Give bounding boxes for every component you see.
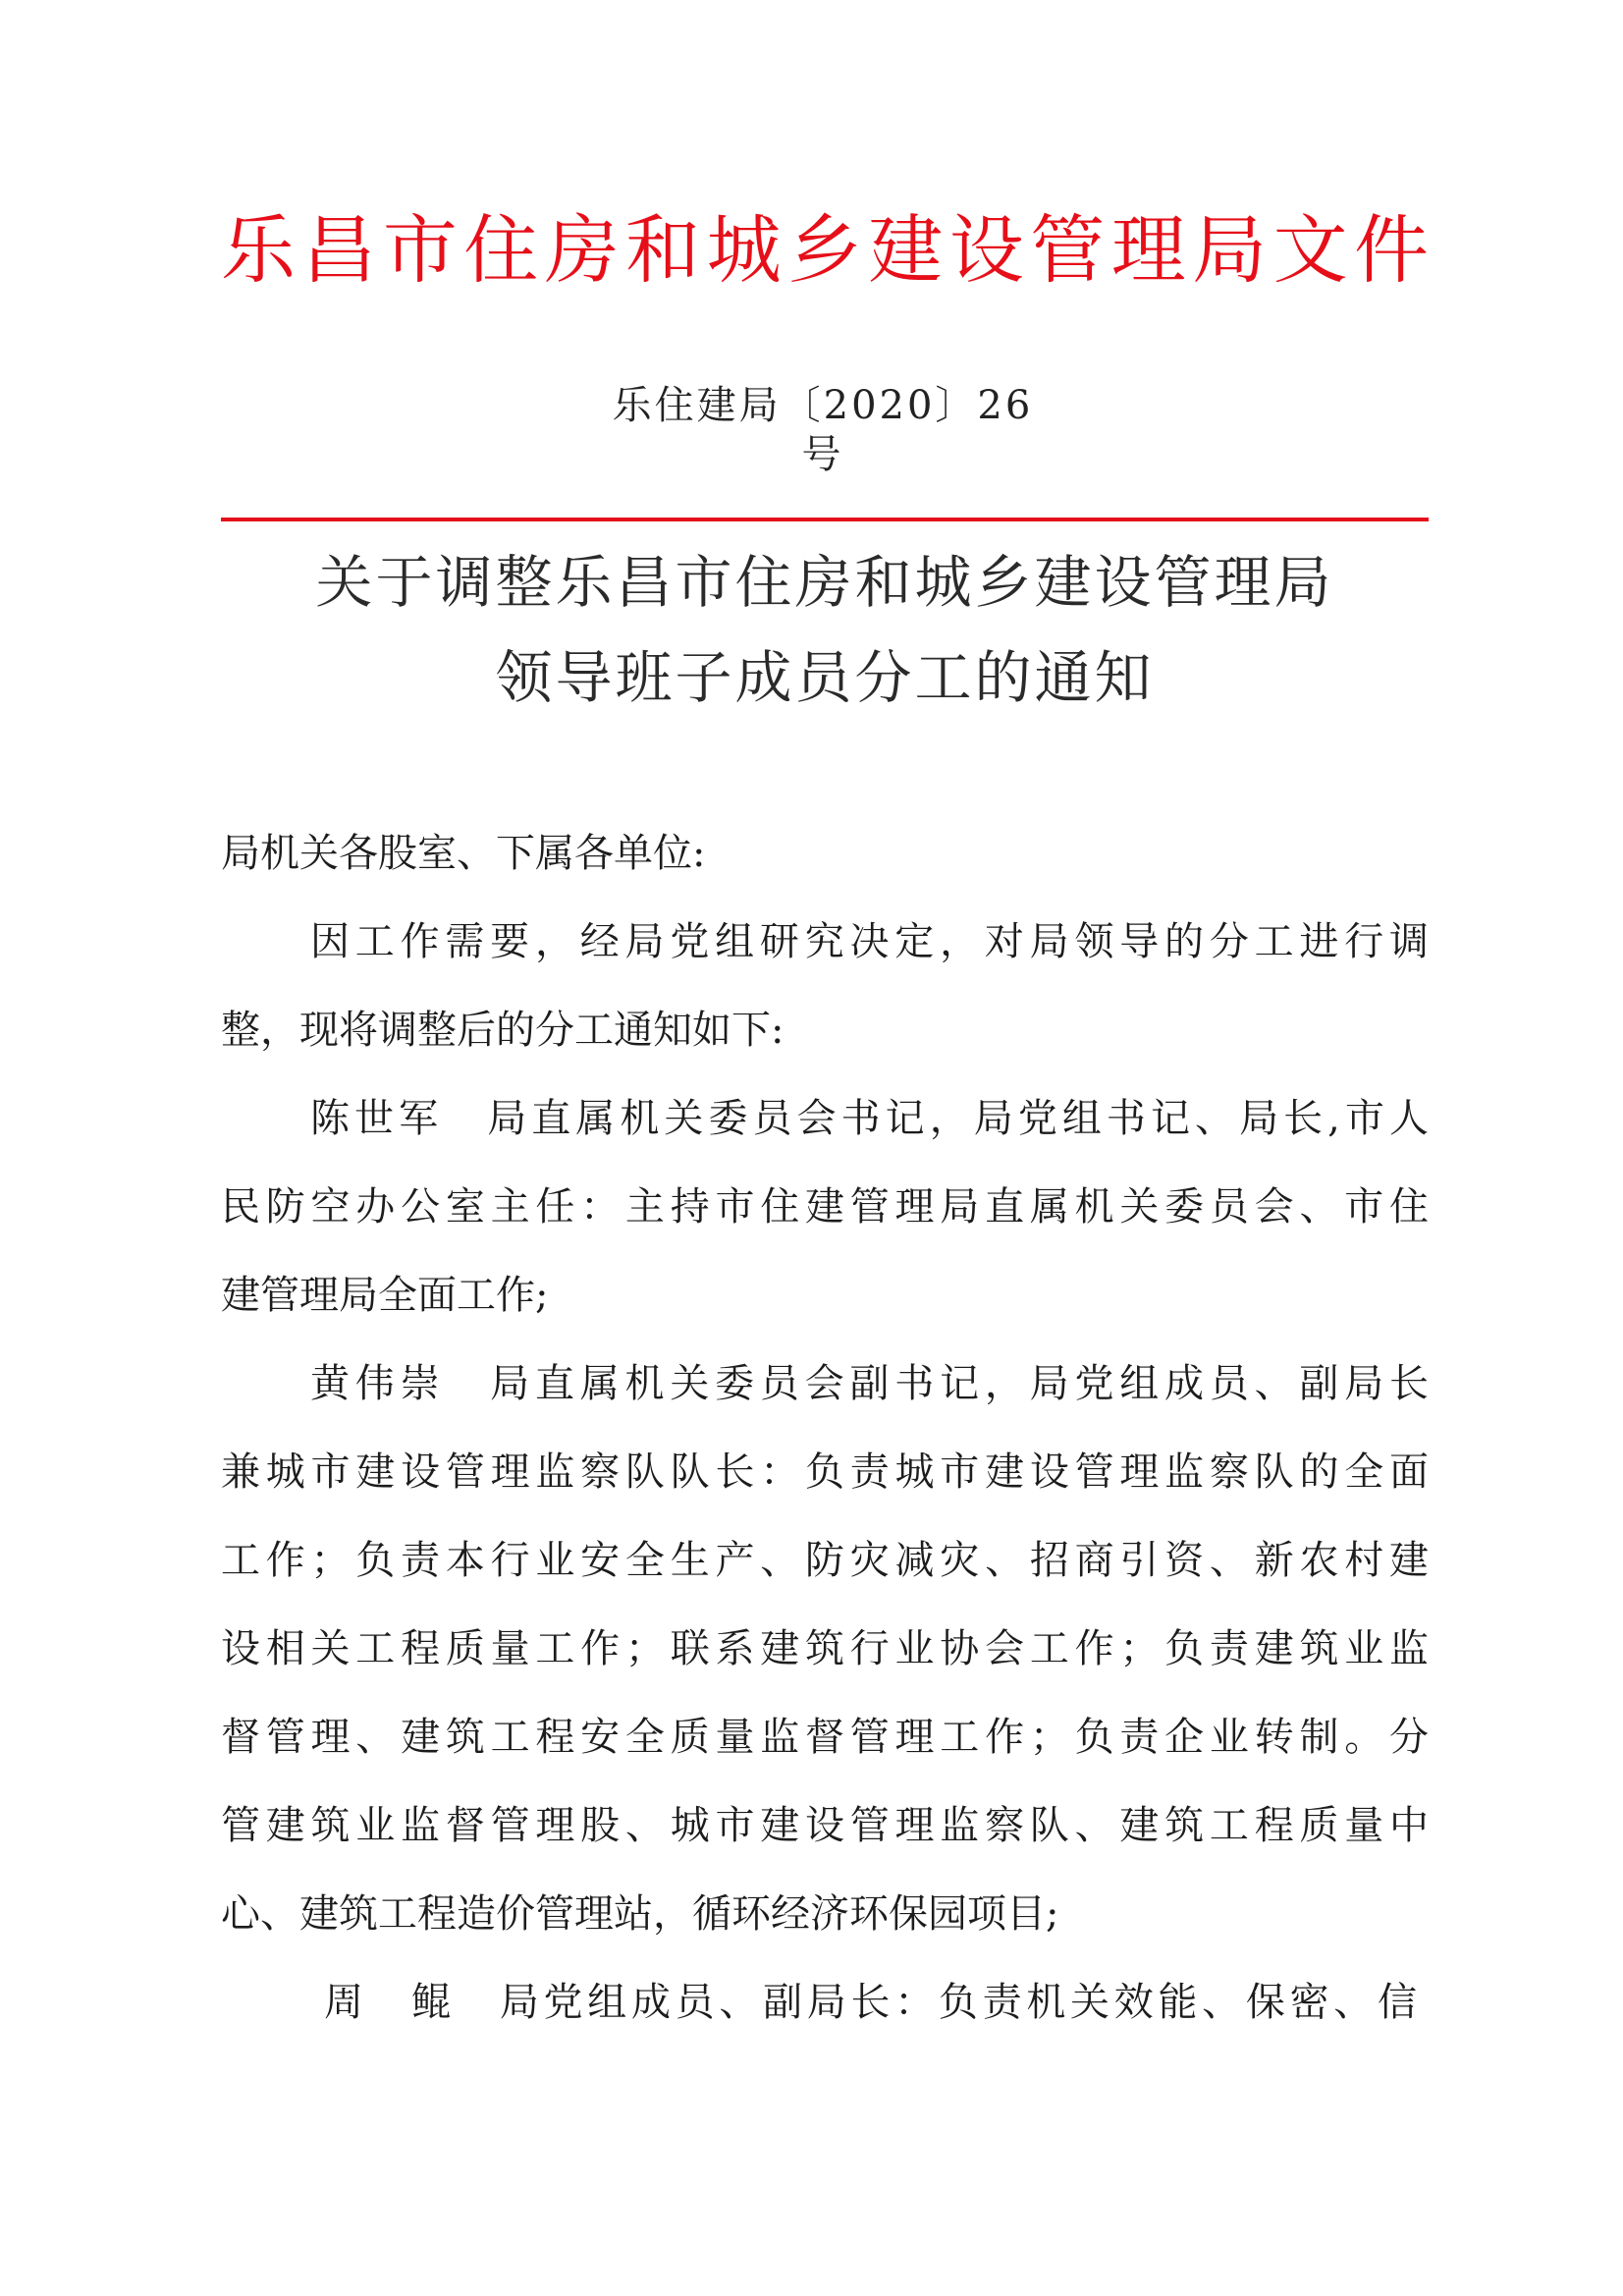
salutation: 局机关各股室、下属各单位: [221, 831, 706, 876]
notice-title [221, 535, 1429, 726]
paragraph-chen-shijun [221, 1074, 1429, 1339]
body-line: 民防空办公室主任：主持市住建管理局直属机关委员会、市住 [221, 1184, 1429, 1230]
notice-title-line: 领导班子成员分工的通知 [495, 644, 1155, 711]
red-divider [221, 518, 1429, 521]
paragraph-zhou-kun [221, 1958, 1429, 2047]
body-line: 督管理、建筑工程安全质量监督管理工作；负责企业转制。分 [221, 1715, 1429, 1760]
body-line: 建管理局全面工作; [221, 1273, 549, 1318]
body-line: 整，现将调整后的分工通知如下: [221, 1008, 784, 1053]
body-line: 陈世军 局直属机关委员会书记，局党组书记、局长,市人 [310, 1096, 1429, 1141]
body-line: 因工作需要，经局党组研究决定，对局领导的分工进行调 [310, 919, 1429, 964]
body-line: 黄伟崇 局直属机关委员会副书记，局党组成员、副局长 [310, 1361, 1429, 1406]
body-line: 管建筑业监督管理股、城市建设管理监察队、建筑工程质量中 [221, 1803, 1429, 1848]
body-line: 设相关工程质量工作；联系建筑行业协会工作；负责建筑业监 [221, 1626, 1429, 1671]
document-header-title: 乐昌市住房和城乡建设管理局文件 [221, 206, 1429, 294]
body-line: 周 鲲 局党组成员、副局长：负责机关效能、保密、信 [324, 1980, 1417, 2025]
body-line: 工作；负责本行业安全生产、防灾减灾、招商引资、新农村建 [221, 1538, 1429, 1583]
body-line: 心、建筑工程造价管理站，循环经济环保园项目; [221, 1891, 1059, 1937]
body-line: 兼城市建设管理监察队队长：负责城市建设管理监察队的全面 [221, 1449, 1429, 1495]
document-number: 乐住建局〔2020〕26 号 [612, 383, 1034, 477]
notice-title-line: 关于调整乐昌市住房和城乡建设管理局 [315, 549, 1334, 616]
paragraph-intro [221, 898, 1429, 1074]
document-body [221, 809, 1429, 2047]
paragraph-huang-weichong [221, 1339, 1429, 1958]
